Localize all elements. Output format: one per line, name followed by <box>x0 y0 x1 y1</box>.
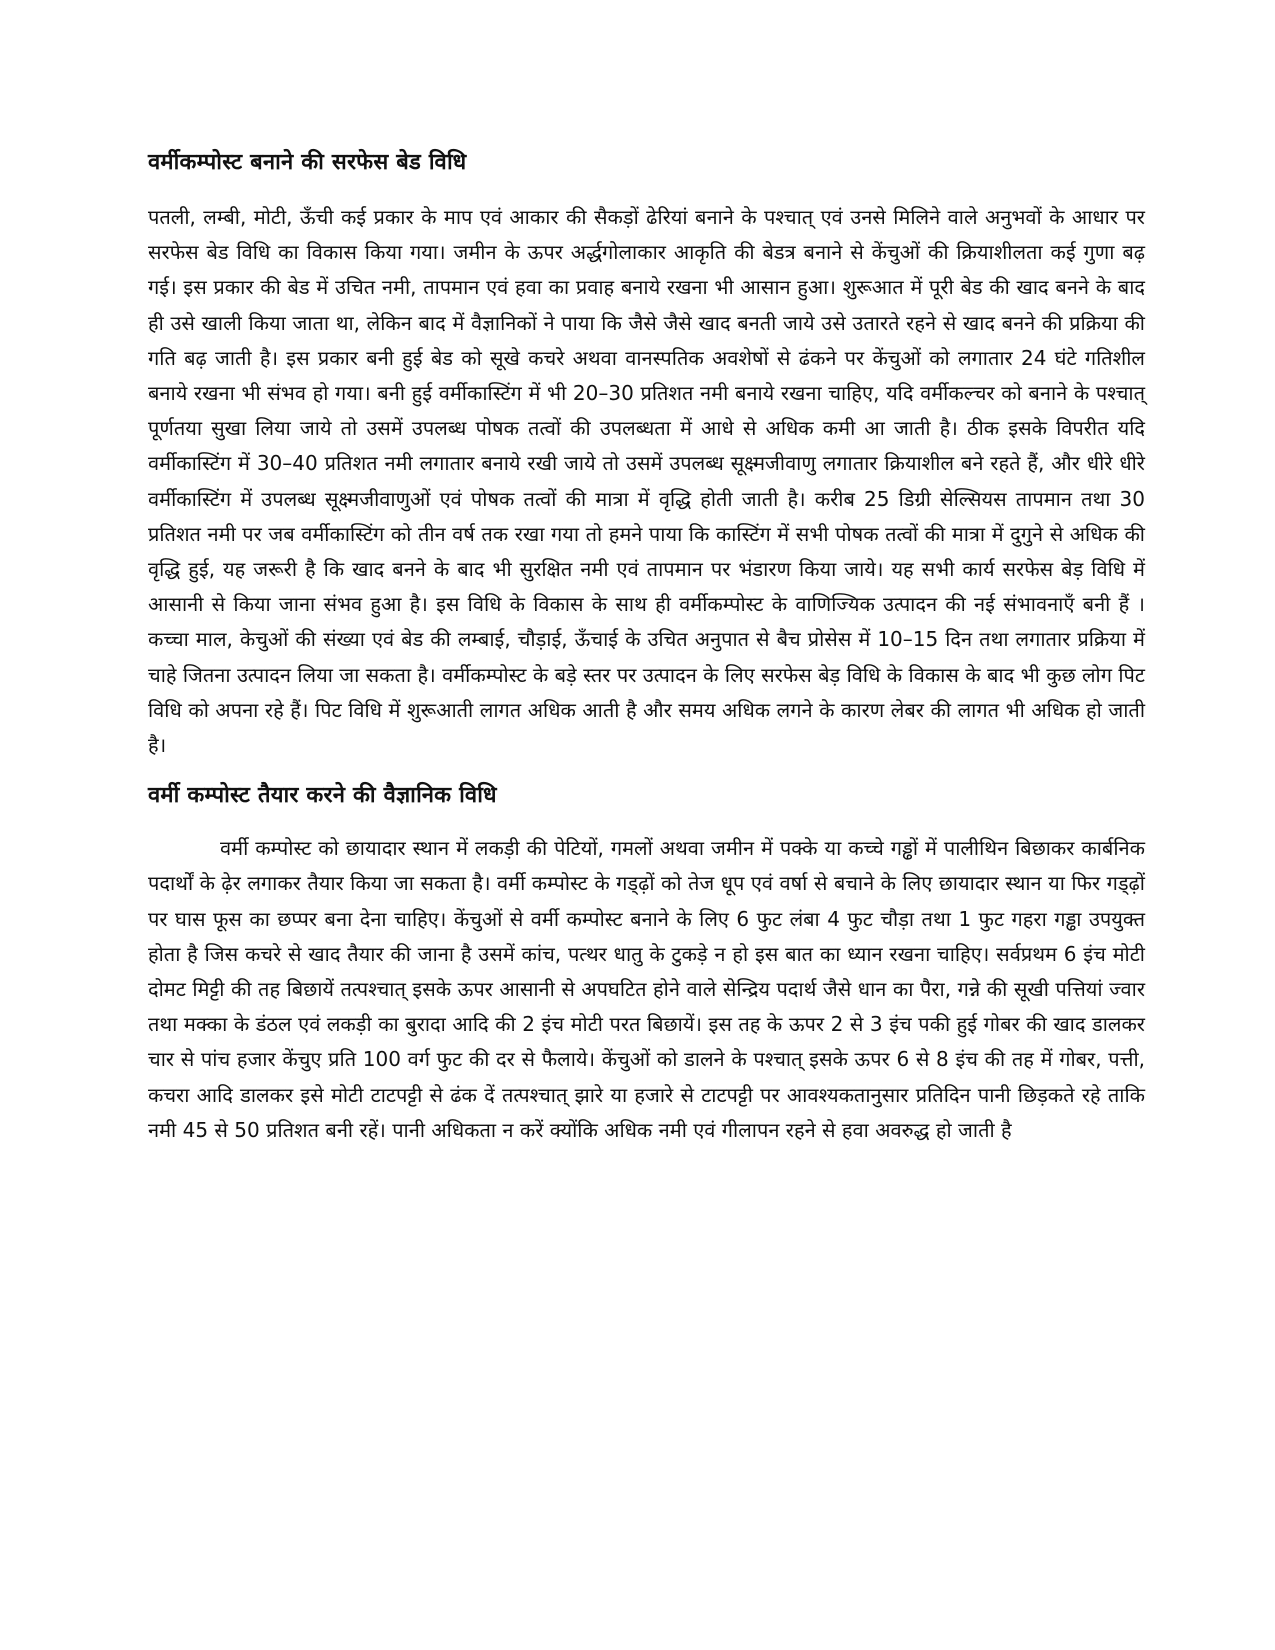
paragraph-scientific-method: वर्मी कम्पोस्ट को छायादार स्थान में लकड़ी की पेटियों, गमलों अथवा जमीन में पक्के या कच्चे गड्ढों में पालीथिन बिछाकर कार्बनिक पदार्थों के ढ़ेर लगाकर तैयार किया जा सकता है। वर्मी कम्पोस्ट के गड्ढ़ों को तेज धूप एवं वर्षा से बचाने के लिए छायादार स्थान या फिर गड्ढ़ों पर घास फूस का छप्पर बना देना चाहिए। केंचुओं से वर्मी कम्पोस्ट बनाने के लिए 6 फुट लंबा 4 फुट चौड़ा तथा 1 फुट गहरा गड्ढा उपयुक्त होता है जिस कचरे से खाद तैयार की जाना है उसमें कांच, पत्थर धातु के टुकड़े न हो इस बात का ध्यान रखना चाहिए। सर्वप्रथम 6 इंच मोटी दोमट मिट्टी की तह बिछायें तत्पश्चात् इसके ऊपर आसानी से अपघटित होने वाले सेन्द्रिय पदार्थ जैसे धान का पैरा, गन्ने की सूखी पत्तियां ज्वार तथा मक्का के डंठल एवं लकड़ी का बुरादा आदि की 2 इंच मोटी परत बिछायें। इस तह के ऊपर 2 से 3 इंच पकी हुई गोबर की खाद डालकर चार से पांच हजार केंचुए प्रति 100 वर्ग फुट की दर से फैलाये। केंचुओं को डालने के पश्चात् इसके ऊपर 6 से 8 इंच की तह में गोबर, पत्ती, कचरा आदि डालकर इसे मोटी टाटपट्टी से ढंक दें तत्पश्चात् झारे या हजारे से टाटपट्टी पर आवश्यकतानुसार प्रतिदिन पानी छिड़कते रहे ताकि नमी 45 से 50 प्रतिशत बनी रहें। पानी अधिकता न करें क्योंकि अधिक नमी एवं गीलापन रहने से हवा अवरुद्ध हो जाती है <box>148 836 1145 1142</box>
paragraph-surface-bed-method: पतली, लम्बी, मोटी, ऊँची कई प्रकार के माप एवं आकार की सैकड़ों ढेरियां बनाने के पश्चात् एवं उनसे मिलिने वाले अनुभवों के आधार पर सरफेस बेड विधि का विकास किया गया। जमीन के ऊपर अर्द्धगोलाकार आकृति की बेडत्र बनाने से केंचुओं की क्रियाशीलता कई गुणा बढ़ गई। इस प्रकार की बेड में उचित नमी, तापमान एवं हवा का प्रवाह बनाये रखना भी आसान हुआ। शुरूआत में पूरी बेड की खाद बनने के बाद ही उसे खाली किया जाता था, लेकिन बाद में वैज्ञानिकों ने पाया कि जैसे जैसे खाद बनती जाये उसे उतारते रहने से खाद बनने की प्रक्रिया की गति बढ़ जाती है। इस प्रकार बनी हुई बेड को सूखे कचरे अथवा वानस्पतिक अवशेषों से ढंकने पर केंचुओं को लगातार 24 घंटे गतिशील बनाये रखना भी संभव हो गया। बनी हुई वर्मीकास्टिंग में भी 20–30 प्रतिशत नमी बनाये रखना चाहिए, यदि वर्मीकल्चर को बनाने के पश्चात् पूर्णतया सुखा लिया जाये तो उसमें उपलब्ध पोषक तत्वों की उपलब्धता में आधे से अधिक कमी आ जाती है। ठीक इसके विपरीत यदि वर्मीकास्टिंग में 30–40 प्रतिशत नमी लगातार बनाये रखी जाये तो उसमें उपलब्ध सूक्ष्मजीवाणु लगातार क्रियाशील बने रहते हैं, और धीरे धीरे वर्मीकास्टिंग में उपलब्ध सूक्ष्मजीवाणुओं एवं पोषक तत्वों की मात्रा में वृद्धि होती जाती है। करीब 25 डिग्री सेल्सियस तापमान तथा 30 प्रतिशत नमी पर जब वर्मीकास्टिंग को तीन वर्ष तक रखा गया तो हमने पाया कि कास्टिंग में सभी पोषक तत्वों की मात्रा में दुगुने से अधिक की वृद्धि हुई, यह जरूरी है कि खाद बनने के बाद भी सुरक्षित नमी एवं तापमान पर भंडारण किया जाये। यह सभी कार्य सरफेस बेड़ विधि में आसानी से किया जाना संभव हुआ है। इस विधि के विकास के साथ ही वर्मीकम्पोस्ट के वाणिज्यिक उत्पादन की नई संभावनाएँ बनी हैं । कच्चा माल, केचुओं की संख्या एवं बेड की लम्बाई, चौड़ाई, ऊँचाई के उचित अनुपात से बैच प्रोसेस में 10–15 दिन तथा लगातार प्रक्रिया में चाहे जितना उत्पादन लिया जा सकता है। वर्मीकम्पोस्ट के बड़े स्तर पर उत्पादन के लिए सरफेस बेड़ विधि के विकास के बाद भी कुछ लोग पिट विधि को अपना रहे हैं। पिट विधि में शुरूआती लागत अधिक आती है और समय अधिक लगने के कारण लेबर की लागत भी अधिक हो जाती है। <box>148 205 1145 758</box>
section-heading-scientific-method: वर्मी कम्पोस्ट तैयार करने की वैज्ञानिक विधि <box>148 783 497 809</box>
section-heading-surface-bed-method: वर्मीकम्पोस्ट बनाने की सरफेस बेड विधि <box>148 150 467 175</box>
